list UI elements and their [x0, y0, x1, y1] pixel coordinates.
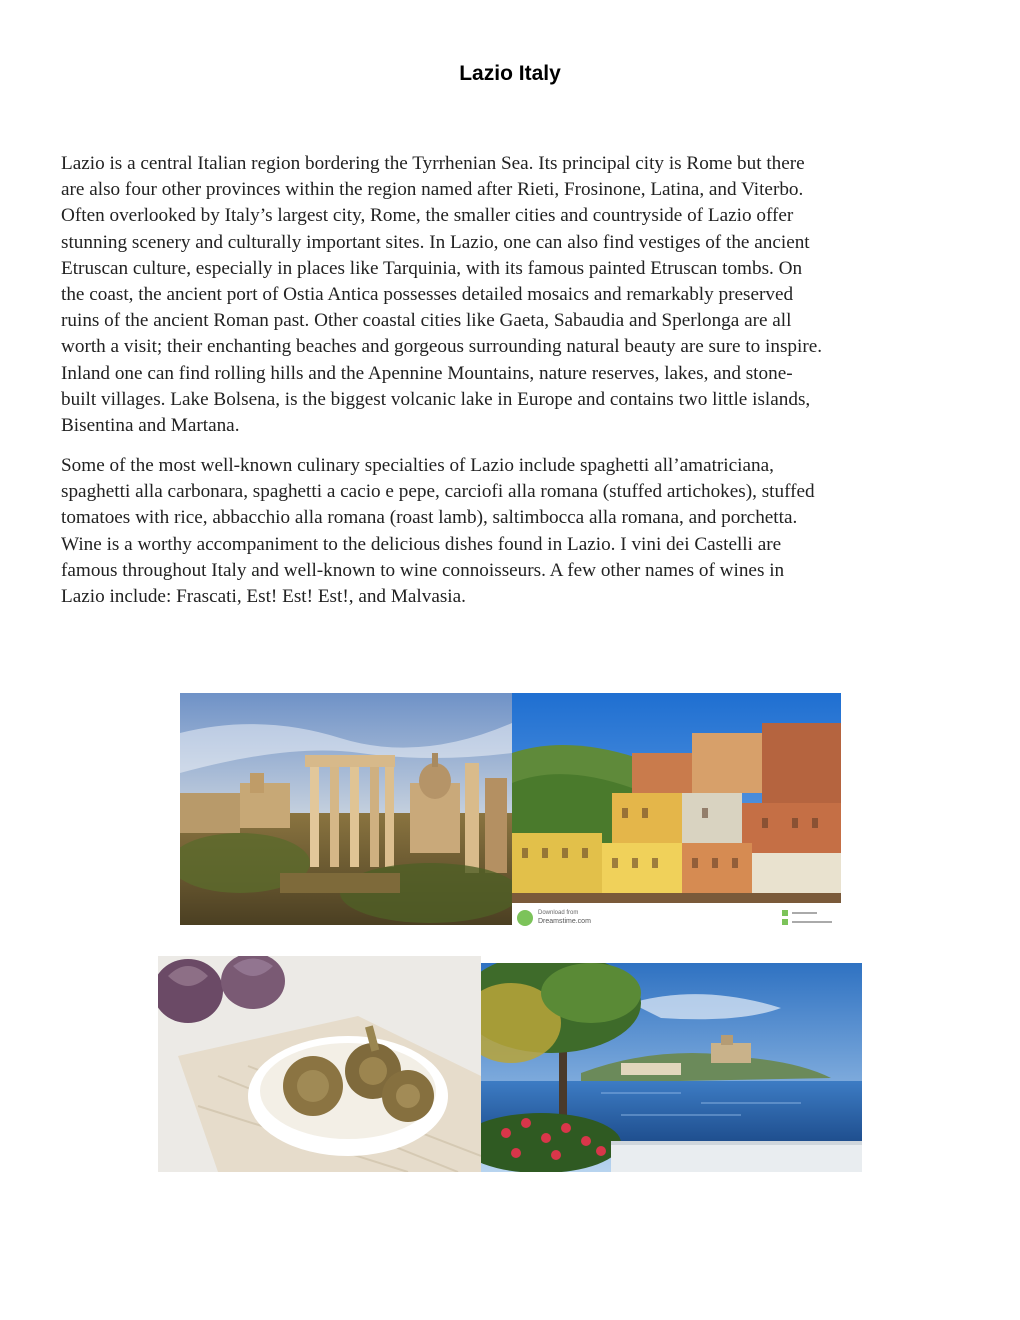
text-line: Etruscan culture, especially in places like Tarquinia, with its famous painted Etruscan tombs. On	[61, 257, 803, 279]
text-line: worth a visit; their enchanting beaches and gorgeous surrounding natural beauty are sure to inspire.	[61, 336, 823, 358]
roman-artichokes-icon	[158, 956, 481, 1172]
text-line: tomatoes with rice, abbacchio alla romana (roast lamb), saltimbocca alla romana, and porchetta.	[61, 507, 798, 529]
intro-paragraph	[61, 151, 961, 439]
text-line: spaghetti alla carbonara, spaghetti a cacio e pepe, carciofi alla romana (stuffed artichokes), stuffed	[61, 481, 815, 503]
text-line: the coast, the ancient port of Ostia Antica possesses detailed mosaics and remarkably preserved	[61, 284, 794, 306]
lake-bolsena-icon	[481, 963, 862, 1172]
text-line: Some of the most well-known culinary specialties of Lazio include spaghetti all’amatriciana,	[61, 455, 774, 476]
text-line: stunning scenery and culturally important sites. In Lazio, one can also find vestiges of the ancient	[61, 231, 810, 253]
text-line: Wine is a worthy accompaniment to the delicious dishes found in Lazio. I vini dei Castelli are	[61, 533, 782, 555]
text-line: Lazio is a central Italian region bordering the Tyrrhenian Sea. Its principal city is Rome but there	[61, 153, 805, 174]
text-line: are also four other provinces within the region named after Rieti, Frosinone, Latina, and Viterbo.	[61, 179, 804, 201]
hilltop-village-icon	[512, 693, 841, 933]
roman-forum-photo	[180, 693, 512, 925]
text-line: Bisentina and Martana.	[61, 415, 240, 437]
text-line: famous throughout Italy and well-known to wine connoisseurs. A few other names of wines in	[61, 559, 785, 581]
hilltop-village-photo	[512, 693, 841, 933]
roman-artichokes-photo	[158, 956, 481, 1172]
text-line: ruins of the ancient Roman past. Other coastal cities like Gaeta, Sabaudia and Sperlonga are all	[61, 310, 792, 332]
watermark-line-2: Dreamstime.com	[538, 918, 591, 925]
text-line: built villages. Lake Bolsena, is the biggest volcanic lake in Europe and contains two little islands,	[61, 388, 811, 410]
text-line: Inland one can find rolling hills and the Apennine Mountains, nature reserves, lakes, and stone-	[61, 362, 793, 384]
roman-forum-ruins-icon	[180, 693, 512, 925]
page-title: Lazio Italy	[459, 62, 561, 85]
lake-bolsena-photo	[481, 963, 862, 1172]
text-line: Often overlooked by Italy’s largest city, Rome, the smaller cities and countryside of Lazio offer	[61, 205, 794, 227]
watermark-line-1: Download from	[538, 910, 579, 916]
text-line: Lazio include: Frascati, Est! Est! Est!, and Malvasia.	[61, 586, 466, 608]
cuisine-paragraph	[61, 453, 961, 610]
